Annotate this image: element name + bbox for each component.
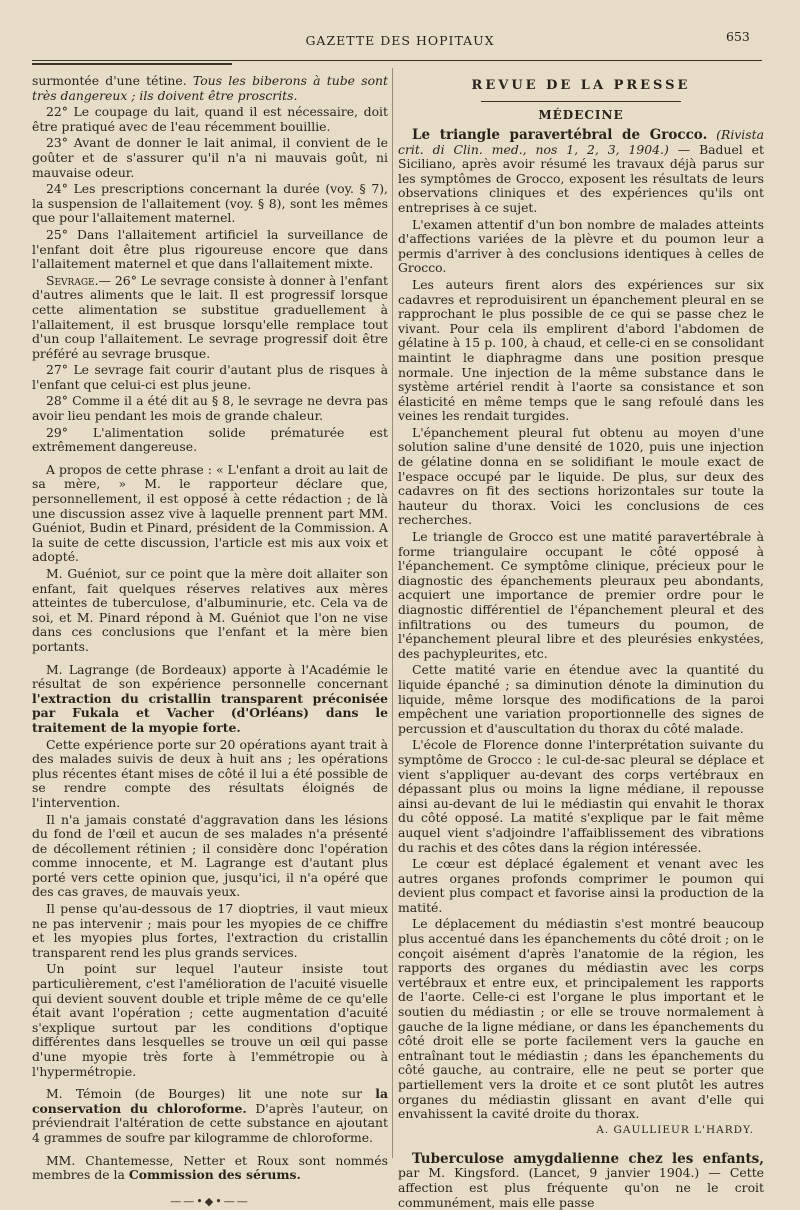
running-header: GAZETTE DES HOPITAUX <box>305 33 495 48</box>
paragraph: surmontée d'une tétine. Tous les biberons à tube sont très dangereux ; ils doivent être proscrits. <box>32 73 388 103</box>
paragraph: L'examen attentif d'un bon nombre de malades atteints d'affections variées de la plèvre et du poumon leur a permis d'arriver à des conclusions identiques à celles de Grocco. <box>398 216 764 276</box>
paragraph: 27° Le sevrage fait courir d'autant plus de risques à l'enfant que celui-ci est plus jeune. <box>32 362 388 392</box>
paragraph: M. Témoin (de Bourges) lit une note sur la conservation du chloroforme. D'après l'auteur, on préviendrait l'altération de cette substance en ajoutant 4 grammes de soufre par kilogramme de chloroforme. <box>32 1086 388 1145</box>
article-intro: Le triangle paravertébral de Grocco. (Rivista crit. di Clin. med., nos 1, 2, 3, 1904.) — Baduel et Siciliano, après avoir résumé les travaux déjà parus sur les symptômes de Grocco, exposent les résultats de leurs observations cliniques et des expériences qu'ils ont entreprises à ce sujet. <box>398 127 764 215</box>
paragraph: A propos de cette phrase : « L'enfant a droit au lait de sa mère, » M. le rapporteur déclare que, personnellement, il est opposé à cette rédaction ; de là une discussion assez vive à laquelle prennent part MM. Guéniot, Budin et Pinard, président de la Commission. A la suite de cette discussion, l'article est mis aux voix et adopté. <box>32 461 388 565</box>
paragraph: 22° Le coupage du lait, quand il est nécessaire, doit être pratiqué avec de l'eau récemment bouillie. <box>32 104 388 134</box>
paragraph: Un point sur lequel l'auteur insiste tout particulièrement, c'est l'amélioration de l'acuité visuelle qui devient souvent double et triple même de ce qu'elle était avant l'opération ; cette augmentation d'acuité s'explique surtout par les conditions d'optique différentes dans lesquelles se trouve un œil qui passe d'une myopie très forte à l'emmétropie ou à l'hypermétropie. <box>32 961 388 1079</box>
paragraph: Le cœur est déplacé également et venant avec les autres organes profonds comprimer le poumon qui devient plus compact et favorise ainsi la production de la matité. <box>398 856 764 915</box>
paragraph: Cette matité varie en étendue avec la quantité du liquide épanché ; sa diminution dénote la diminution du liquide, même lorsque des modifications de la paroi empêchent une variation proportionnelle des signes de percussion et d'auscultation du thorax du côté malade. <box>398 662 764 736</box>
author-signature: A. GAULLIEUR L'HARDY. <box>596 1123 754 1136</box>
paragraph: Cette expérience porte sur 20 opérations ayant trait à des malades suivis de deux à huit ans ; les opérations plus récentes étant mises de côté il lui a été possible de se rendre compte des résultats éloignés de l'intervention. <box>32 736 388 810</box>
paragraph: L'épanchement pleural fut obtenu au moyen d'une solution saline d'une densité de 1020, puis une injection de gélatine donna en se solidifiant le moule exact de l'espace occupé par le liquide. De plus, sur deux des cadavres on fit des sections horizontales sur toute la hauteur du thorax. Voici les conclusions de ces recherches. <box>398 424 764 528</box>
ornament-divider: ——•◆•—— <box>170 1194 250 1208</box>
right-column <box>398 74 764 1210</box>
paragraph: 28° Comme il a été dit au § 8, le sevrage ne devra pas avoir lieu pendant les mois de grande chaleur. <box>32 393 388 424</box>
paragraph: 25° Dans l'allaitement artificiel la surveillance de l'enfant doit être plus rigoureuse encore que dans l'allaitement maternel et que dans l'allaitement mixte. <box>32 226 388 272</box>
paragraph: Les auteurs firent alors des expériences sur six cadavres et reproduisirent un épanchement pleural en se rapprochant le plus possible de ce qui se passe chez le vivant. Pour cela ils emplirent d'abord l'abdomen de gélatine à 15 p. 100, à chaud, et celle-ci en se consolidant maintint le diaphragme dans une position presque normale. Une injection de la même substance dans le système artériel rendit à l'aorte sa consistance et son élasticité en même temps que le sang refoulé dans les veines les rendait turgides. <box>398 276 764 424</box>
paragraph: 24° Les prescriptions concernant la durée (voy. § 7), la suspension de l'allaitement (voy. § 8), sont les mêmes que pour l'allaitement maternel. <box>32 181 388 226</box>
paragraph: M. Guéniot, sur ce point que la mère doit allaiter son enfant, fait quelques réserves relatives aux mères atteintes de tuberculose, d'albuminurie, etc. Cela va de soi, et M. Pinard répond à M. Guéniot que l'on ne vise dans ces conclusions que l'enfant et la mère bien portants. <box>32 566 388 654</box>
article-intro: Tuberculose amygdalienne chez les enfants, par M. Kingsford. (Lancet, 9 janvier 1904.) — Cette affection est plus fréquente qu'on ne le croit communément, mais elle passe <box>398 1150 764 1210</box>
column-divider <box>392 68 393 1158</box>
paragraph: 23° Avant de donner le lait animal, il convient de le goûter et de s'assurer qu'il n'a ni mauvais goût, ni mauvaise odeur. <box>32 135 388 180</box>
paragraph: M. Lagrange (de Bordeaux) apporte à l'Académie le résultat de son expérience personnelle concernant l'extraction du cristallin transparent préconisée par Fukala et Vacher (d'Orléans) dans le traitement de la myopie forte. <box>32 661 388 735</box>
paragraph: MM. Chantemesse, Netter et Roux sont nommés membres de la Commission des sérums. <box>32 1152 388 1183</box>
article-title: Tuberculose amygdalienne chez les enfants, <box>412 1150 764 1167</box>
left-column <box>32 73 388 1208</box>
article-title: Le triangle paravertébral de Grocco. <box>412 127 708 143</box>
paragraph: Sevrage.— 26° Le sevrage consiste à donner à l'enfant d'autres aliments que le lait. Il est progressif lorsque cette alimentation se substitue graduellement à l'allaitement, il est brusque lorsqu'elle remplace tout d'un coup l'allaitement. Le sevrage progressif doit être préféré au sevrage brusque. <box>32 272 388 361</box>
paragraph: Le déplacement du médiastin s'est montré beaucoup plus accentué dans les épanchements du côté droit ; on le conçoit aisément d'après l'anatomie de la région, les rapports des organes du médiastin avec les corps vertébraux et entre eux, et principalement les rapports de l'aorte. Celle-ci est l'organe le plus important et le soutien du médiastin ; or elle se trouve normalement à gauche de la ligne médiane, or dans les épanchements du côté droit elle se porte facilement vers la gauche en entraînant tout le médiastin ; dans les épanchements du côté gauche, au contraire, elle ne peut se porter que partiellement vers la droite et ce sont plutôt les autres organes du médiastin glissant en avant d'elle qui envahissent la cavité droite du thorax. <box>398 916 764 1122</box>
header-rule <box>32 60 762 61</box>
header-rule-thick <box>32 63 232 65</box>
paragraph: Il pense qu'au-dessous de 17 dioptries, il vaut mieux ne pas intervenir ; mais pour les myopies de ce chiffre et les myopies plus fortes, l'extraction du cristallin transparent rend les plus grands services. <box>32 901 388 960</box>
section-title: REVUE DE LA PRESSE <box>471 78 691 93</box>
paragraph: 29° L'alimentation solide prématurée est extrêmement dangereuse. <box>32 424 388 455</box>
paragraph: Il n'a jamais constaté d'aggravation dans les lésions du fond de l'œil et aucun de ses malades n'a présenté de décollement rétinien ; il considère donc l'opération comme innocente, et M. Lagrange est d'autant plus porté vers cette opinion que, jusqu'ici, il n'a opéré que des cas graves, de mauvais yeux. <box>32 811 388 900</box>
paragraph: L'école de Florence donne l'interprétation suivante du symptôme de Grocco : le cul-de-sac pleural se déplace et vient s'appliquer au-devant des corps vertébraux en dépassant plus ou moins la ligne médiane, il repousse ainsi au-devant de lui le médiastin qui envahit le thorax du côté opposé. La matité s'explique par le fait même auquel vient s'adjoindre l'affaiblissement des vibrations du rachis et des côtes dans la région intéressée. <box>398 737 764 855</box>
paragraph: Le triangle de Grocco est une matité paravertébrale à forme triangulaire occupant le côté opposé à l'épanchement. Ce symptôme clinique, précieux pour le diagnostic des épanchements pleuraux peu abondants, acquiert une importance de premier ordre pour le diagnostic différentiel de l'épanchement pleural et des infiltrations ou des tumeurs du poumon, de l'épanchement pleural libre et des pleurésies enkystées, des pachypleurites, etc. <box>398 529 764 661</box>
subsection-title: MÉDECINE <box>538 108 624 122</box>
section-rule <box>481 101 681 102</box>
page-number: 653 <box>726 29 750 44</box>
